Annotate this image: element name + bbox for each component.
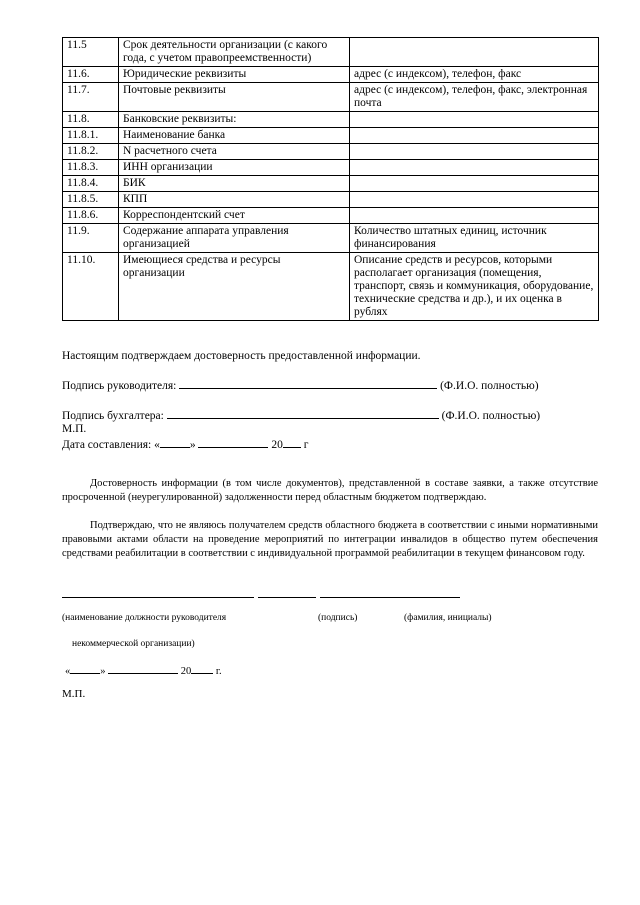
- second-date-open-quote: «: [65, 666, 71, 677]
- row-name: Корреспондентский счет: [119, 208, 350, 224]
- confirmation-paragraph: Достоверность информации (в том числе документов), представленной в составе заявки, а также отсутствие просроченной (неурегулированной) задолженности перед областным бюджетом подтверждаю.: [62, 478, 598, 503]
- table-row: [63, 128, 599, 144]
- date-year-suffix: г: [303, 439, 309, 451]
- row-description: Описание средств и ресурсов, которыми располагает организация (помещения, транспорт, связь и коммуникация, оборудование, технические средства и др.), и их оценка в рублях: [350, 253, 599, 321]
- table-row: [63, 144, 599, 160]
- head-signature-suffix: (Ф.И.О. полностью): [440, 380, 539, 392]
- second-date-close-quote: »: [100, 666, 106, 677]
- row-name: Наименование банка: [119, 128, 350, 144]
- row-name: Содержание аппарата управления организацией: [119, 224, 350, 253]
- table-row: [63, 208, 599, 224]
- signature-caption: (подпись): [318, 613, 358, 623]
- table-row: [63, 224, 599, 253]
- row-name: Срок деятельности организации (с какого года, с учетом правопреемственности): [119, 38, 350, 67]
- row-description[interactable]: [350, 208, 599, 224]
- table-row: [63, 160, 599, 176]
- second-date-year-suffix: г.: [215, 666, 222, 677]
- row-number: 11.8.1.: [63, 128, 119, 144]
- date-compiled-close-quote: »: [189, 439, 196, 451]
- accountant-signature-label: Подпись бухгалтера:: [62, 410, 164, 422]
- row-name: КПП: [119, 192, 350, 208]
- head-signature-label: Подпись руководителя:: [62, 380, 177, 392]
- date-month-field[interactable]: [198, 437, 268, 448]
- date-day-field[interactable]: [160, 437, 190, 448]
- table-row: [63, 67, 599, 83]
- row-description[interactable]: [350, 160, 599, 176]
- confirmation-text: Настоящим подтверждаем достоверность предоставленной информации.: [62, 350, 421, 362]
- head-signature-field[interactable]: [179, 378, 437, 389]
- row-name: Почтовые реквизиты: [119, 83, 350, 112]
- second-date-year-field[interactable]: [191, 664, 213, 674]
- row-number: 11.5: [63, 38, 119, 67]
- row-number: 11.8.6.: [63, 208, 119, 224]
- name-signature-field[interactable]: [320, 597, 460, 598]
- row-description[interactable]: [350, 176, 599, 192]
- row-description[interactable]: [350, 144, 599, 160]
- table-row: [63, 38, 599, 67]
- second-date-year-prefix: 20: [180, 666, 192, 677]
- date-year-field[interactable]: [283, 437, 301, 448]
- second-stamp-label: М.П.: [62, 688, 86, 700]
- row-number: 11.10.: [63, 253, 119, 321]
- position-caption-continued: некоммерческой организации): [72, 639, 195, 649]
- row-number: 11.8.4.: [63, 176, 119, 192]
- second-date-month-field[interactable]: [108, 664, 178, 674]
- position-caption: (наименование должности руководителя: [62, 613, 227, 623]
- row-name: Банковские реквизиты:: [119, 112, 350, 128]
- signature-field[interactable]: [258, 597, 316, 598]
- name-caption: (фамилия, инициалы): [404, 613, 492, 623]
- row-number: 11.9.: [63, 224, 119, 253]
- row-number: 11.8.2.: [63, 144, 119, 160]
- position-signature-field[interactable]: [62, 597, 254, 598]
- accountant-signature-line: [62, 408, 540, 423]
- row-description[interactable]: [350, 112, 599, 128]
- row-name: Юридические реквизиты: [119, 67, 350, 83]
- row-name: БИК: [119, 176, 350, 192]
- accountant-signature-field[interactable]: [167, 408, 439, 419]
- row-number: 11.8.5.: [63, 192, 119, 208]
- date-compiled-label: Дата составления: «: [62, 439, 160, 451]
- date-year-prefix: 20: [271, 439, 283, 451]
- row-number: 11.7.: [63, 83, 119, 112]
- row-description[interactable]: [350, 128, 599, 144]
- row-description: адрес (с индексом), телефон, факс: [350, 67, 599, 83]
- row-name: ИНН организации: [119, 160, 350, 176]
- accountant-signature-suffix: (Ф.И.О. полностью): [441, 410, 541, 422]
- row-number: 11.8.: [63, 112, 119, 128]
- non-recipient-paragraph: Подтверждаю, что не являюсь получателем средств областного бюджета в соответствии с иными нормативными правовыми актами области на проведение мероприятий по интеграции инвалидов в общество путем обеспечения средствами реабилитации в соответствии с индивидуальной программой реабилитации в текущем финансовом году.: [62, 520, 598, 559]
- row-number: 11.8.3.: [63, 160, 119, 176]
- stamp-label: М.П.: [62, 423, 87, 435]
- requisites-table: [62, 37, 599, 321]
- row-name: Имеющиеся средства и ресурсы организации: [119, 253, 350, 321]
- row-description[interactable]: [350, 192, 599, 208]
- table-row: [63, 192, 599, 208]
- table-row: [63, 83, 599, 112]
- table-row: [63, 253, 599, 321]
- table-row: [63, 112, 599, 128]
- second-date-day-field[interactable]: [70, 664, 100, 674]
- row-description[interactable]: [350, 38, 599, 67]
- row-description: Количество штатных единиц, источник финансирования: [350, 224, 599, 253]
- row-number: 11.6.: [63, 67, 119, 83]
- date-compiled-line: [62, 437, 308, 452]
- table-row: [63, 176, 599, 192]
- second-date-line: [65, 664, 222, 678]
- row-name: N расчетного счета: [119, 144, 350, 160]
- head-signature-line: [62, 378, 539, 393]
- row-description: адрес (с индексом), телефон, факс, электронная почта: [350, 83, 599, 112]
